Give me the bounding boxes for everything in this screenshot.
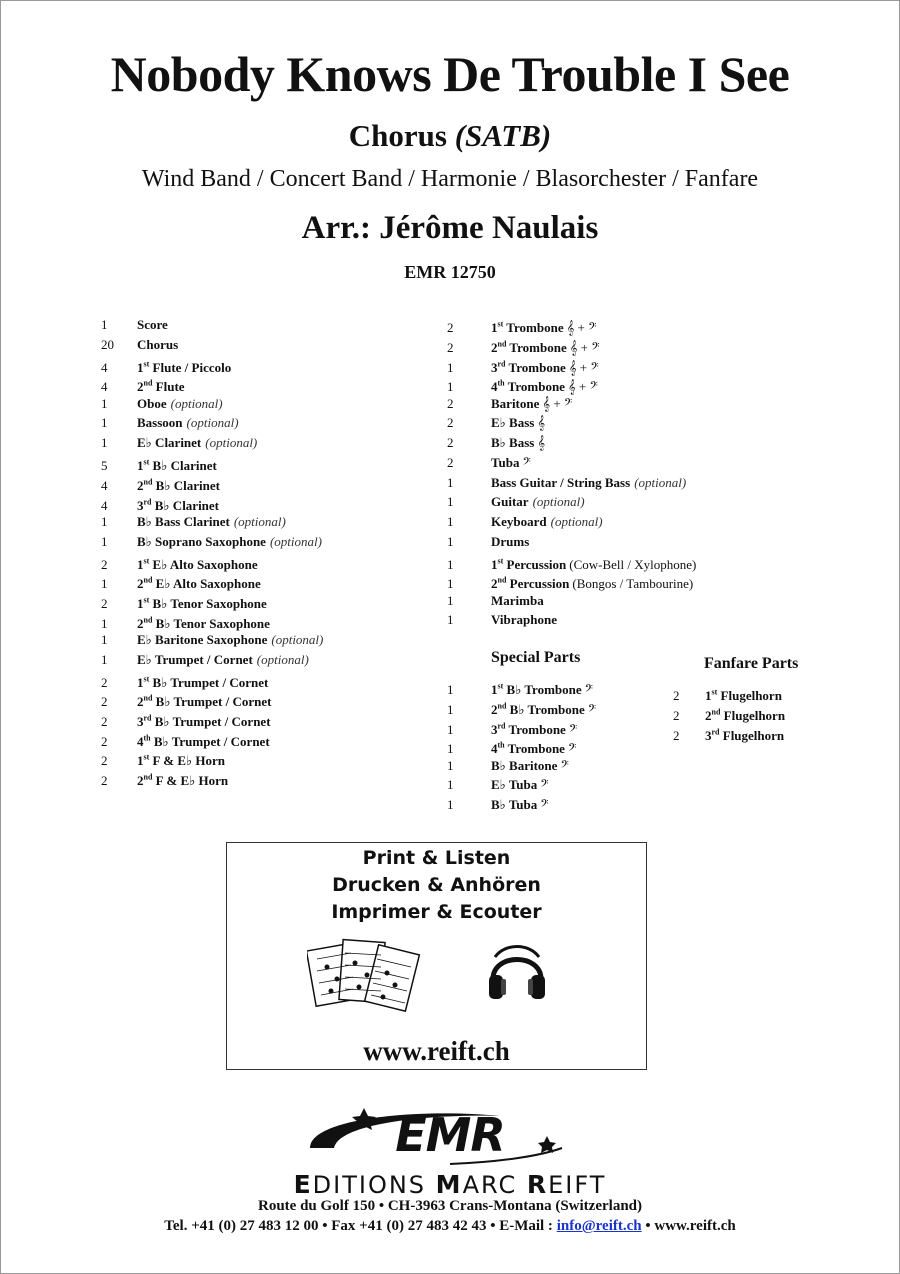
page-title: Nobody Knows De Trouble I See: [110, 46, 790, 102]
part-name: 2nd Trombone: [491, 339, 567, 356]
part-name: 1st Percussion: [491, 556, 567, 572]
part-quantity: 4: [101, 359, 108, 375]
part-quantity: 1: [447, 379, 454, 395]
part-name: 3rd Trombone: [491, 721, 566, 737]
part-quantity: 1: [447, 682, 454, 698]
part-name: Guitar: [491, 494, 529, 510]
part-quantity: 1: [101, 317, 108, 332]
part-name: Marimba: [491, 592, 544, 608]
part-quantity: 1: [101, 576, 108, 592]
fanfare-part-row: [673, 683, 785, 703]
special-part-row: [447, 795, 596, 815]
parts-list-left: [101, 315, 323, 788]
part-quantity: 1: [447, 359, 454, 375]
part-quantity: 2: [447, 340, 454, 356]
part-name: 2nd Percussion: [491, 575, 570, 592]
part-name: Oboe: [137, 395, 167, 411]
part-row: [447, 591, 696, 611]
part-quantity: 2: [101, 694, 108, 710]
part-quantity: 2: [101, 714, 108, 730]
special-part-row: [447, 775, 596, 795]
part-name: 2nd B♭ Trombone: [491, 701, 585, 718]
part-name: Keyboard: [491, 513, 547, 529]
optional-note: (optional): [233, 513, 286, 529]
part-row: [101, 650, 323, 670]
part-row: [101, 335, 323, 355]
part-name: 3rd B♭ Clarinet: [137, 497, 220, 513]
part-name: E♭ Trumpet / Cornet: [137, 651, 253, 667]
clef-icon: 𝄢: [587, 702, 597, 718]
publisher-initial-r: R: [526, 1170, 549, 1199]
part-quantity: 2: [101, 733, 108, 749]
publisher-contact: [0, 1218, 900, 1235]
clef-icon: 𝄞 + 𝄢: [566, 320, 597, 336]
fanfare-part-row: [673, 703, 785, 723]
part-row: [101, 315, 323, 335]
optional-note: (optional): [269, 533, 322, 549]
promo-line-english: Print & Listen: [362, 847, 511, 869]
part-quantity: 1: [447, 576, 454, 592]
part-quantity: 1: [101, 513, 108, 529]
part-quantity: 1: [447, 777, 454, 793]
part-quantity: 4: [101, 497, 108, 513]
fanfare-parts-list: [673, 683, 785, 742]
email-link[interactable]: info@reift.ch: [556, 1218, 642, 1234]
part-quantity: 1: [447, 592, 454, 608]
part-name: Bassoon: [137, 415, 183, 431]
part-quantity: 5: [101, 458, 108, 474]
part-row: [101, 689, 323, 709]
optional-note: (optional): [634, 474, 687, 490]
part-quantity: 1: [101, 615, 108, 631]
part-row: [101, 492, 323, 512]
part-quantity: 1: [101, 533, 108, 549]
parts-list-right: [447, 315, 696, 630]
contact-phone-fax: Tel. +41 (0) 27 483 12 00 • Fax +41 (0) 27 483 42 43 • E-Mail :: [164, 1218, 557, 1234]
part-name: 4th Trombone: [491, 741, 565, 757]
part-name: 4th B♭ Trumpet / Cornet: [137, 733, 270, 749]
contact-website: • www.reift.ch: [641, 1218, 736, 1234]
part-name: 1st Flute / Piccolo: [137, 359, 232, 375]
part-quantity: 1: [447, 721, 454, 737]
part-row: [447, 571, 696, 591]
part-quantity: 1: [447, 513, 454, 529]
part-row: [101, 433, 323, 453]
part-quantity: 1: [447, 797, 454, 813]
special-part-row: [447, 716, 596, 736]
part-row: [447, 473, 696, 493]
part-row: [447, 394, 696, 414]
clef-icon: 𝄞: [537, 435, 546, 451]
part-row: [101, 374, 323, 394]
part-quantity: 1: [447, 702, 454, 718]
part-row: [101, 532, 323, 552]
part-name: 2nd F & E♭ Horn: [137, 772, 229, 789]
part-row: [447, 315, 696, 335]
catalog-number: EMR 12750: [404, 262, 496, 282]
part-quantity: 20: [101, 336, 114, 352]
print-listen-box[interactable]: [226, 842, 647, 1070]
part-quantity: 1: [447, 741, 454, 757]
part-name: B♭ Soprano Saxophone: [137, 533, 266, 549]
promo-website[interactable]: www.reift.ch: [363, 1036, 510, 1066]
part-name: 3rd Trombone: [491, 359, 566, 375]
clef-icon: 𝄢: [584, 682, 594, 698]
part-name: 1st B♭ Tenor Saxophone: [137, 595, 267, 611]
optional-note: (optional): [170, 395, 223, 411]
clef-icon: 𝄢: [568, 721, 578, 737]
publisher-name: [0, 1170, 900, 1199]
part-name: 2nd E♭ Alto Saxophone: [137, 575, 261, 592]
optional-note: (optional): [205, 435, 258, 451]
part-name: 1st Trombone: [491, 320, 564, 336]
part-row: [101, 591, 323, 611]
special-part-row: [447, 736, 596, 756]
part-name: Drums: [491, 533, 530, 549]
part-row: [101, 748, 323, 768]
part-name: 1st E♭ Alto Saxophone: [137, 556, 258, 572]
part-note: (Bongos / Tambourine): [572, 576, 694, 592]
part-name: 2nd B♭ Clarinet: [137, 477, 220, 493]
special-part-row: [447, 677, 596, 697]
publisher-initial-m: M: [435, 1170, 463, 1199]
part-name: Score: [137, 317, 168, 332]
fanfare-parts-heading: Fanfare Parts: [704, 655, 799, 672]
part-quantity: 1: [447, 612, 454, 628]
part-quantity: 1: [447, 494, 454, 510]
clef-icon: 𝄢: [567, 741, 577, 757]
sheet-music-icon: [307, 937, 422, 1015]
part-quantity: 2: [101, 753, 108, 769]
part-quantity: 2: [447, 415, 454, 431]
arranger: Arr.: Jérôme Naulais: [301, 210, 599, 246]
part-row: [447, 413, 696, 433]
part-row: [101, 571, 323, 591]
part-row: [101, 709, 323, 729]
part-quantity: 2: [101, 674, 108, 690]
part-quantity: 4: [101, 477, 108, 493]
part-name: Bass Guitar / String Bass: [491, 474, 631, 490]
part-name: 1st Flugelhorn: [705, 688, 782, 704]
headphones-icon: [485, 939, 549, 1005]
part-row: [101, 473, 323, 493]
special-part-row: [447, 756, 596, 776]
emr-logo: [300, 1108, 600, 1170]
clef-icon: 𝄞 + 𝄢: [569, 340, 600, 356]
part-quantity: 2: [101, 556, 108, 572]
part-name: E♭ Bass: [491, 415, 535, 431]
clef-icon: 𝄞 + 𝄢: [542, 395, 573, 411]
part-name: Baritone: [491, 395, 540, 411]
part-name: 2nd Flugelhorn: [705, 707, 786, 724]
part-row: [101, 669, 323, 689]
part-quantity: 1: [447, 533, 454, 549]
part-quantity: 2: [673, 727, 680, 743]
part-row: [101, 413, 323, 433]
part-note: (Cow-Bell / Xylophone): [569, 556, 697, 572]
part-quantity: 2: [101, 773, 108, 789]
special-parts-heading: Special Parts: [491, 649, 581, 666]
part-name: 1st B♭ Trombone: [491, 682, 582, 698]
clef-icon: 𝄢: [540, 777, 549, 793]
optional-note: (optional): [256, 651, 309, 667]
optional-note: (optional): [532, 494, 585, 510]
part-name: 1st B♭ Trumpet / Cornet: [137, 674, 269, 690]
optional-note: (optional): [550, 513, 603, 529]
part-name: Vibraphone: [491, 612, 557, 628]
part-row: [101, 728, 323, 748]
part-quantity: 1: [101, 415, 108, 431]
clef-icon: 𝄢: [560, 757, 569, 773]
part-quantity: 1: [101, 632, 108, 647]
part-row: [447, 335, 696, 355]
special-part-row: [447, 697, 596, 717]
part-name: 2nd B♭ Tenor Saxophone: [137, 615, 270, 631]
part-name: 4th Trombone: [491, 379, 565, 395]
part-row: [447, 610, 696, 630]
publisher-part-1: DITIONS: [312, 1171, 436, 1199]
logo-emr-text: EMR: [395, 1108, 505, 1162]
part-name: E♭ Baritone Saxophone: [137, 632, 268, 647]
part-quantity: 2: [447, 395, 454, 411]
part-name: 1st B♭ Clarinet: [137, 457, 217, 474]
part-quantity: 2: [447, 454, 454, 470]
part-quantity: 1: [447, 757, 454, 773]
part-row: [447, 374, 696, 394]
subtitle: [0, 118, 900, 154]
part-quantity: 4: [101, 379, 108, 395]
part-quantity: 2: [447, 320, 454, 336]
clef-icon: 𝄞 + 𝄢: [568, 359, 599, 375]
clef-icon: 𝄢: [540, 797, 549, 813]
special-parts-list: [447, 677, 596, 815]
optional-note: (optional): [186, 415, 239, 431]
part-quantity: 2: [101, 595, 108, 611]
part-name: 2nd Flute: [137, 379, 185, 395]
part-row: [447, 453, 696, 473]
clef-icon: 𝄢: [522, 454, 531, 470]
clef-icon: 𝄞 + 𝄢: [567, 379, 598, 395]
part-name: B♭ Tuba: [491, 797, 538, 813]
part-name: B♭ Bass: [491, 435, 535, 451]
optional-note: (optional): [271, 632, 324, 647]
part-row: [447, 492, 696, 512]
part-row: [447, 532, 696, 552]
subtitle-main: Chorus: [348, 118, 447, 153]
part-row: [447, 433, 696, 453]
part-row: [101, 453, 323, 473]
subtitle-voicing: (SATB): [454, 118, 552, 153]
part-name: 2nd B♭ Trumpet / Cornet: [137, 694, 272, 710]
part-quantity: 2: [447, 435, 454, 451]
part-quantity: 1: [447, 474, 454, 490]
part-row: [447, 512, 696, 532]
clef-icon: 𝄞: [537, 415, 546, 431]
publisher-part-2: ARC: [462, 1171, 527, 1199]
part-name: B♭ Bass Clarinet: [137, 513, 230, 529]
part-name: 3rd Flugelhorn: [705, 727, 785, 743]
part-row: [447, 551, 696, 571]
part-name: E♭ Clarinet: [137, 435, 202, 451]
part-quantity: 1: [101, 651, 108, 667]
part-name: 3rd B♭ Trumpet / Cornet: [137, 713, 271, 730]
part-quantity: 2: [673, 708, 680, 724]
part-name: B♭ Baritone: [491, 757, 558, 773]
instrumentation: Wind Band / Concert Band / Harmonie / Blasorchester / Fanfare: [141, 166, 759, 192]
part-row: [101, 551, 323, 571]
part-row: [101, 394, 323, 414]
publisher-address: Route du Golf 150 • CH-3963 Crans-Montana (Switzerland): [258, 1198, 642, 1214]
part-row: [101, 768, 323, 788]
part-row: [101, 630, 323, 650]
part-name: E♭ Tuba: [491, 777, 538, 793]
promo-line-german: Drucken & Anhören: [332, 874, 541, 896]
publisher-initial-e: E: [293, 1170, 313, 1199]
publisher-part-3: EIFT: [548, 1171, 607, 1199]
part-quantity: 2: [673, 688, 680, 704]
part-quantity: 1: [101, 435, 108, 451]
part-name: 1st F & E♭ Horn: [137, 753, 225, 769]
part-name: Tuba: [491, 454, 520, 470]
part-row: [447, 354, 696, 374]
part-name: Chorus: [137, 336, 179, 352]
fanfare-part-row: [673, 722, 785, 742]
part-row: [101, 610, 323, 630]
part-quantity: 1: [447, 556, 454, 572]
promo-line-french: Imprimer & Ecouter: [331, 901, 542, 923]
part-quantity: 1: [101, 395, 108, 411]
part-row: [101, 354, 323, 374]
part-row: [101, 512, 323, 532]
